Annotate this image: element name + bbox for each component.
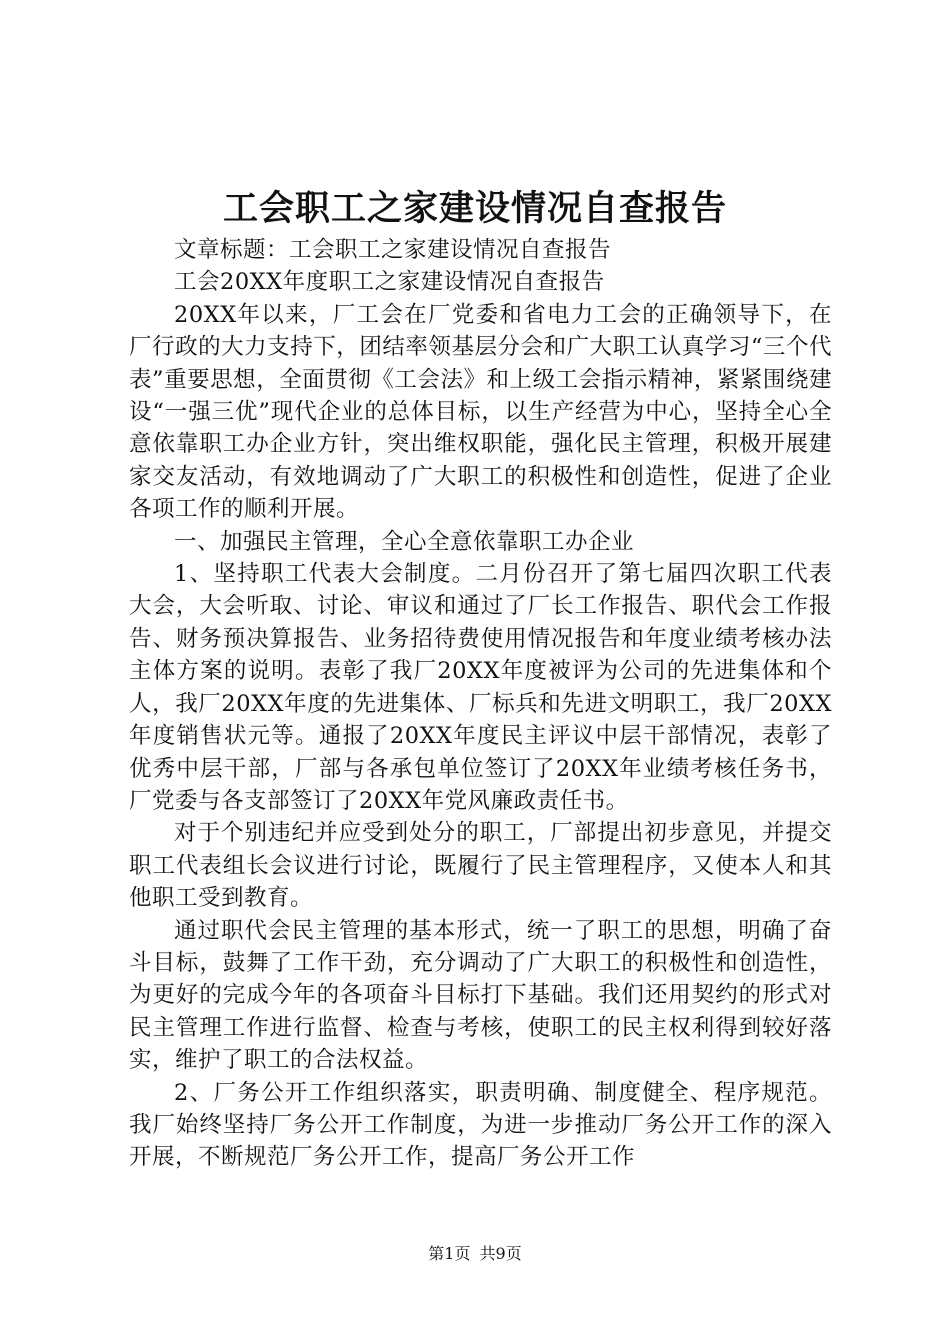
article-title-line: 文章标题：工会职工之家建设情况自查报告	[174, 237, 612, 263]
body-paragraph: 对于个别违纪并应受到处分的职工，厂部提出初步意见，并提交职工代表组长会议进行讨论，既履行了民主管理程序，又使本人和其他职工受到教育。	[129, 820, 832, 912]
section-heading: 一、加强民主管理，全心全意依靠职工办企业	[174, 528, 635, 555]
page-total: 共9页	[479, 1244, 522, 1263]
document-title: 工会职工之家建设情况自查报告	[222, 188, 727, 229]
body-paragraph: 通过职代会民主管理的基本形式，统一了职工的思想，明确了奋斗目标，鼓舞了工作干劲，充分调动了广大职工的积极性和创造性，为更好的完成今年的各项奋斗目标打下基础。我们还用契约的形式对民主管理工作进行监督、检查与考核，使职工的民主权利得到较好落实，维护了职工的合法权益。	[129, 917, 832, 1074]
body-paragraph: 20XX年以来，厂工会在厂党委和省电力工会的正确领导下，在厂行政的大力支持下，团结率领基层分会和广大职工认真学习“三个代表”重要思想，全面贯彻《工会法》和上级工会指示精神，紧紧围绕建设“一强三优”现代企业的总体目标，以生产经营为中心，坚持全心全意依靠职工办企业方针，突出维权职能，强化民主管理，积极开展建家交友活动，有效地调动了广大职工的积极性和创造性，促进了企业各项工作的顺利开展。	[129, 301, 832, 523]
report-subtitle: 工会20XX年度职工之家建设情况自查报告	[174, 269, 605, 296]
document-body	[129, 234, 832, 1174]
body-paragraph: 2、厂务公开工作组织落实，职责明确、制度健全、程序规范。我厂始终坚持厂务公开工作制度，为进一步推动厂务公开工作的深入开展，不断规范厂务公开工作，提高厂务公开工作	[129, 1079, 832, 1171]
body-paragraph: 1、坚持职工代表大会制度。二月份召开了第七届四次职工代表大会，大会听取、讨论、审议和通过了厂长工作报告、职代会工作报告、财务预决算报告、业务招待费使用情况报告和年度业绩考核办法主体方案的说明。表彰了我厂20XX年度被评为公司的先进集体和个人，我厂20XX年度的先进集体、厂标兵和先进文明职工，我厂20XX年度销售状元等。通报了20XX年度民主评议中层干部情况，表彰了优秀中层干部，厂部与各承包单位签订了20XX年业绩考核任务书，厂党委与各支部签订了20XX年党风廉政责任书。	[129, 561, 832, 814]
page-footer	[0, 1242, 950, 1266]
page-number: 第1页	[428, 1244, 471, 1263]
